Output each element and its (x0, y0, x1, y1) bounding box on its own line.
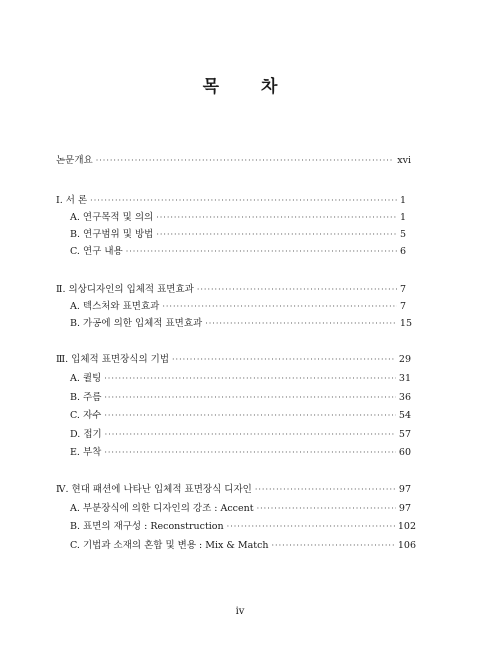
toc-entry-label: C. 기법과 소재의 혼합 및 변용 : Mix & Match (70, 540, 269, 551)
leader-dots (126, 246, 397, 258)
toc-entry-3c (70, 410, 411, 422)
toc-entry-4c (70, 540, 416, 552)
toc-entry-3d (70, 429, 411, 441)
toc-entry-4b (70, 521, 416, 533)
leader-dots (162, 301, 397, 313)
toc-entry-page: 6 (399, 246, 406, 257)
toc-entry-page: 5 (399, 229, 406, 240)
toc-entry-label: Ⅰ. 서 론 (56, 195, 88, 206)
toc-entry-page: 36 (398, 392, 411, 403)
toc-entry-1c (70, 246, 406, 258)
leader-dots (227, 521, 395, 533)
toc-entry-label: B. 가공에 의한 입체적 표면효과 (70, 318, 203, 329)
toc-entry-page: 15 (399, 318, 412, 329)
toc-entry-label: Ⅳ. 현대 패션에 나타난 입체적 표면장식 디자인 (56, 484, 252, 495)
toc-entry-page: 7 (399, 301, 406, 312)
leader-dots (205, 318, 397, 330)
toc-entry-1a (70, 212, 406, 224)
toc-entry-page: 97 (398, 503, 411, 514)
leader-dots (255, 484, 396, 496)
toc-entry-page: 29 (398, 354, 411, 365)
toc-entry-page: 102 (397, 521, 416, 532)
toc-entry-label: A. 부분장식에 의한 디자인의 강조 : Accent (70, 503, 254, 514)
toc-entry-page: 60 (398, 447, 411, 458)
leader-dots (156, 229, 397, 241)
toc-entry-label: C. 자수 (70, 410, 102, 421)
toc-entry-page: 31 (398, 373, 411, 384)
toc-entry-label: Ⅱ. 의상디자인의 입체적 표면효과 (56, 284, 194, 295)
leader-dots (172, 354, 396, 366)
toc-entry-label: Ⅲ. 입체적 표면장식의 기법 (56, 354, 170, 365)
toc-entry-page: 106 (397, 540, 416, 551)
toc-entry-abstract (56, 155, 411, 167)
toc-entry-page: 54 (398, 410, 411, 421)
toc-entry-page: 1 (399, 195, 406, 206)
leader-dots (105, 429, 396, 441)
toc-entry-label: E. 부착 (70, 447, 102, 458)
toc-entry-page: 7 (399, 284, 406, 295)
toc-entry-page: 1 (399, 212, 406, 223)
toc-entry-3b (70, 392, 411, 404)
toc-entry-2b (70, 318, 412, 330)
leader-dots (257, 503, 396, 515)
toc-entry-page: 97 (398, 484, 411, 495)
toc-entry-chapter-4 (56, 484, 411, 496)
toc-entry-label: B. 연구범위 및 방법 (70, 229, 154, 240)
toc-entry-chapter-1 (56, 195, 406, 207)
toc-entry-label: C. 연구 내용 (70, 246, 123, 257)
leader-dots (156, 212, 397, 224)
page-number: iv (235, 606, 245, 617)
toc-entry-3e (70, 447, 411, 459)
toc-entry-chapter-3 (56, 354, 411, 366)
leader-dots (272, 540, 395, 552)
toc-entry-label: 논문개요 (56, 155, 93, 166)
toc-entry-chapter-2 (56, 284, 406, 296)
toc-entry-label: B. 주름 (70, 392, 102, 403)
toc-entry-4a (70, 503, 411, 515)
toc-entry-label: A. 텍스처와 표면효과 (70, 301, 160, 312)
toc-entry-page: xvi (397, 155, 411, 166)
leader-dots (104, 410, 396, 422)
toc-entry-label: A. 연구목적 및 의의 (70, 212, 154, 223)
page-title: 목 차 (202, 77, 296, 97)
leader-dots (104, 373, 396, 385)
leader-dots (90, 195, 397, 207)
leader-dots (104, 447, 396, 459)
toc-entry-label: B. 표면의 재구성 : Reconstruction (70, 521, 224, 532)
toc-entry-2a (70, 301, 406, 313)
toc-entry-label: A. 퀼팅 (70, 373, 102, 384)
toc-entry-3a (70, 373, 411, 385)
leader-dots (104, 392, 396, 404)
leader-dots (197, 284, 397, 296)
toc-entry-page: 57 (398, 429, 411, 440)
toc-entry-1b (70, 229, 406, 241)
leader-dots (96, 155, 395, 167)
toc-entry-label: D. 접기 (70, 429, 102, 440)
